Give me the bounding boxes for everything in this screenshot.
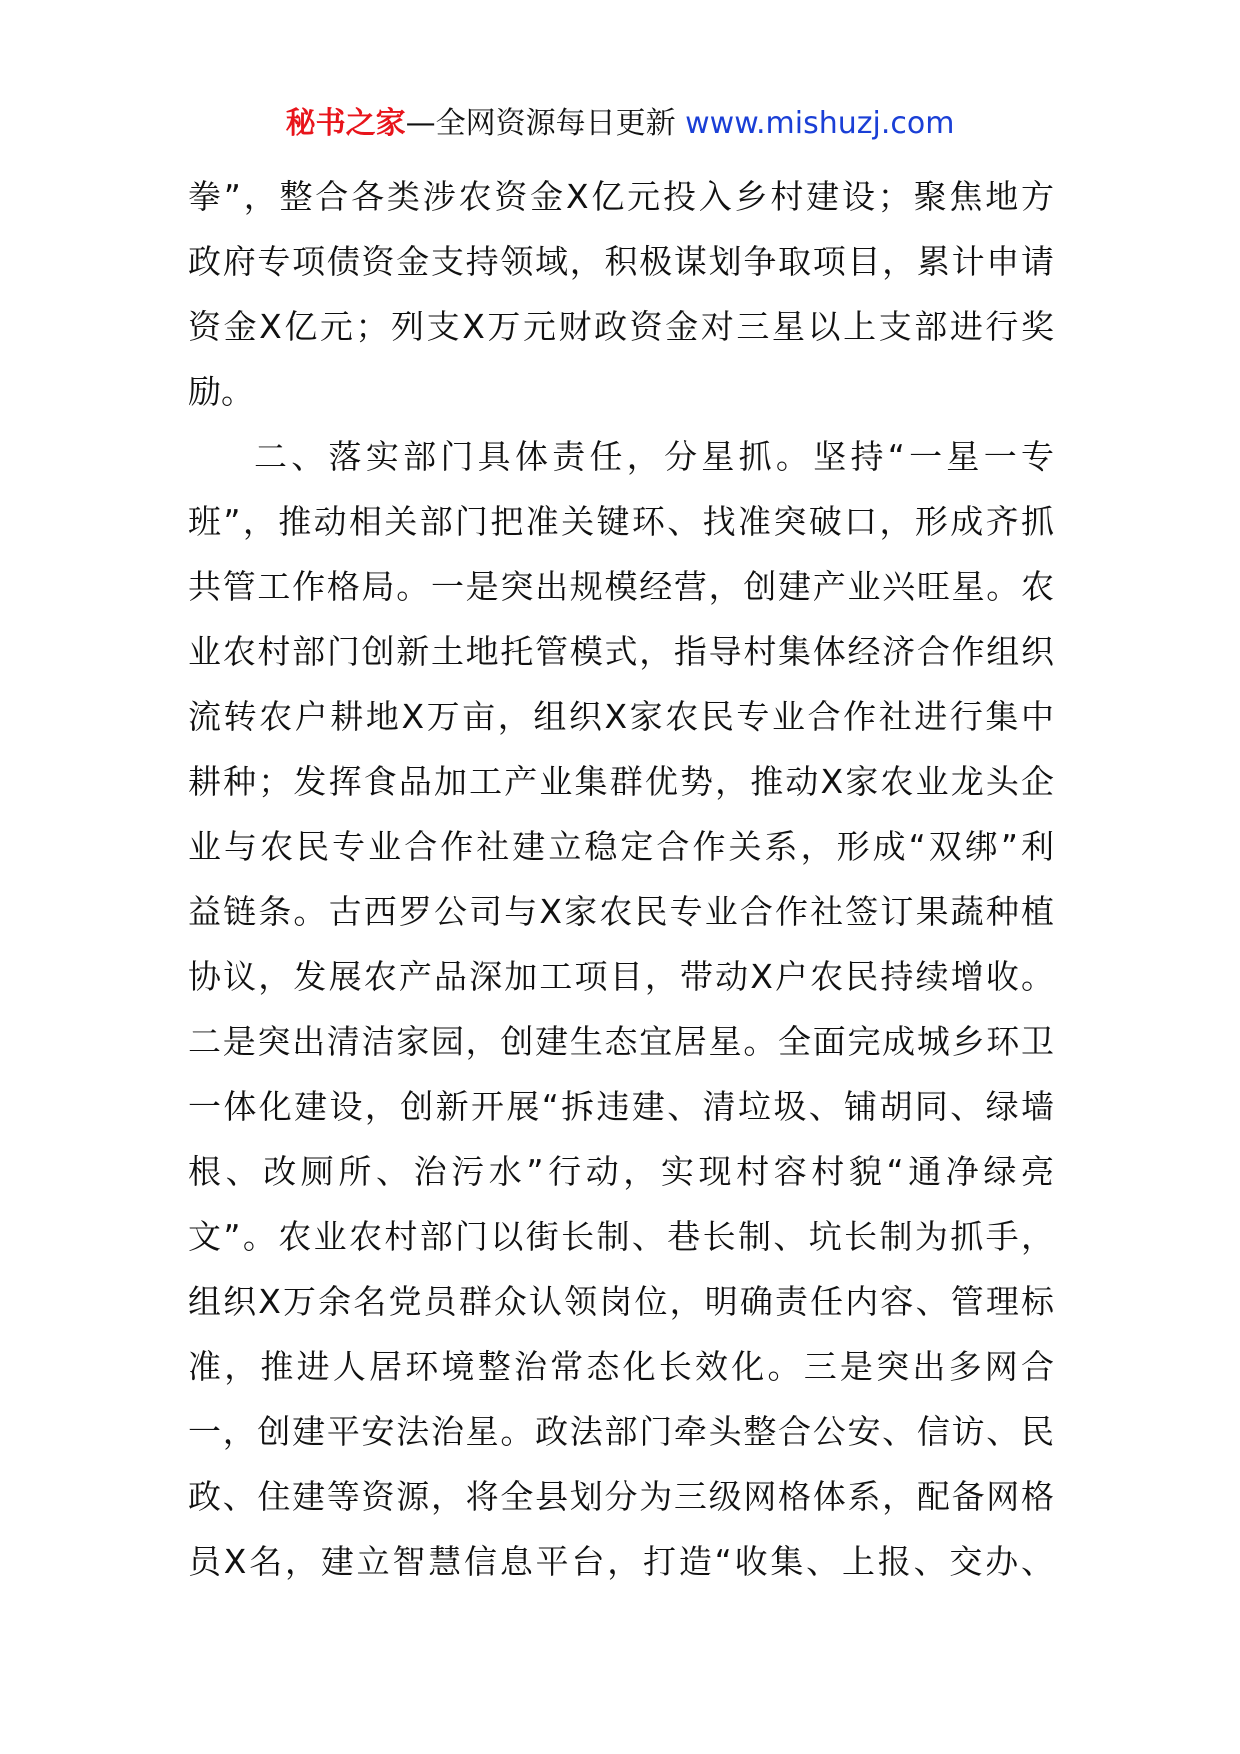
watermark-header xyxy=(0,102,1240,146)
text-line: 协议，发展农产品深加工项目，带动X户农民持续增收。 xyxy=(188,957,1054,996)
text-line: 业与农民专业合作社建立稳定合作关系，形成“双绑”利 xyxy=(188,827,1054,866)
text-line: 一体化建设，创新开展“拆违建、清垃圾、铺胡同、绿墙 xyxy=(188,1087,1054,1126)
brand-name: 秘书之家 xyxy=(285,106,406,141)
text-line: 政、住建等资源，将全县划分为三级网格体系，配备网格 xyxy=(188,1477,1054,1516)
text-line: 班”，推动相关部门把准关键环、找准突破口，形成齐抓 xyxy=(188,502,1054,541)
text-line: 资金X亿元；列支X万元财政资金对三星以上支部进行奖 xyxy=(188,307,1054,346)
text-line: 根、改厕所、治污水”行动，实现村容村貌“通净绿亮 xyxy=(188,1152,1054,1191)
document-body xyxy=(188,164,1054,1594)
header-slogan: —全网资源每日更新 xyxy=(405,106,676,141)
text-line: 共管工作格局。一是突出规模经营，创建产业兴旺星。农 xyxy=(188,567,1054,606)
text-line: 二是突出清洁家园，创建生态宜居星。全面完成城乡环卫 xyxy=(188,1022,1054,1061)
text-line: 文”。农业农村部门以街长制、巷长制、坑长制为抓手， xyxy=(188,1217,1054,1256)
text-line: 益链条。古西罗公司与X家农民专业合作社签订果蔬种植 xyxy=(188,892,1054,931)
text-line: 准，推进人居环境整治常态化长效化。三是突出多网合 xyxy=(188,1347,1054,1386)
text-line: 励。 xyxy=(188,372,254,411)
text-line: 耕种；发挥食品加工产业集群优势，推动X家农业龙头企 xyxy=(188,762,1054,801)
text-line: 拳”，整合各类涉农资金X亿元投入乡村建设；聚焦地方 xyxy=(188,177,1054,216)
text-line: 组织X万余名党员群众认领岗位，明确责任内容、管理标 xyxy=(188,1282,1054,1321)
site-url-link[interactable]: www.mishuzj.com xyxy=(685,106,955,141)
text-line: 员X名，建立智慧信息平台，打造“收集、上报、交办、 xyxy=(188,1542,1054,1581)
section-heading-line: 二、落实部门具体责任，分星抓。坚持“一星一专 xyxy=(254,437,1054,476)
text-line: 一，创建平安法治星。政法部门牵头整合公安、信访、民 xyxy=(188,1412,1054,1451)
text-line: 政府专项债资金支持领域，积极谋划争取项目，累计申请 xyxy=(188,242,1054,281)
text-line: 流转农户耕地X万亩，组织X家农民专业合作社进行集中 xyxy=(188,697,1054,736)
text-line: 业农村部门创新土地托管模式，指导村集体经济合作组织 xyxy=(188,632,1054,671)
